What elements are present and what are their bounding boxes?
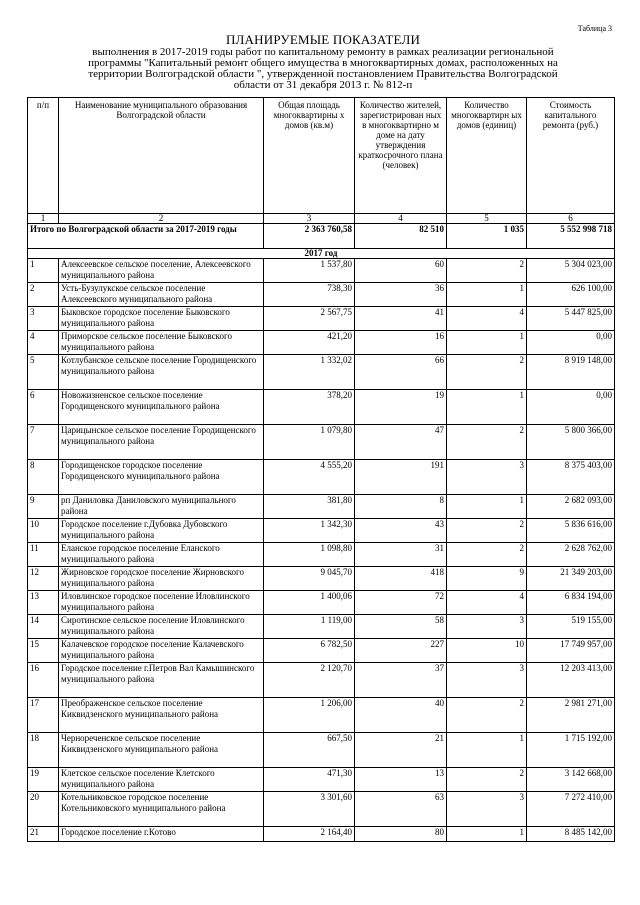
table-row: [28, 792, 615, 827]
houses-value: 1: [447, 331, 527, 355]
col-number: 3: [264, 214, 355, 224]
houses-value: 2: [447, 698, 527, 733]
area-value: 2 567,75: [264, 307, 355, 331]
houses-value: 2: [447, 425, 527, 460]
houses-value: 4: [447, 307, 527, 331]
cost-value: 8 485 142,00: [527, 827, 615, 842]
houses-value: 1: [447, 827, 527, 842]
cost-value: 2 628 762,00: [527, 543, 615, 567]
row-number: 16: [28, 663, 59, 698]
municipality-name: Чернореченское сельское поселение Киквидзенского муниципального района: [59, 733, 264, 768]
row-number: 7: [28, 425, 59, 460]
area-value: 667,50: [264, 733, 355, 768]
residents-value: 60: [355, 259, 447, 283]
document-title: ПЛАНИРУЕМЫЕ ПОКАЗАТЕЛИ: [225, 32, 421, 47]
total-residents: 82 510: [355, 224, 447, 249]
col-number: 2: [59, 214, 264, 224]
row-number: 10: [28, 519, 59, 543]
area-value: 3 301,60: [264, 792, 355, 827]
cost-value: 5 836 616,00: [527, 519, 615, 543]
area-value: 4 555,20: [264, 460, 355, 495]
municipality-name: Клетское сельское поселение Клетского муниципального района: [59, 768, 264, 792]
cost-value: 3 142 668,00: [527, 768, 615, 792]
municipality-name: Городское поселение г.Петров Вал Камышинского муниципального района: [59, 663, 264, 698]
header-name: Наименование муниципального образования Волгоградской области: [59, 98, 264, 214]
municipality-name: Городское поселение г.Котово: [59, 827, 264, 842]
municipality-name: Калачевское городское поселение Калачевского муниципального района: [59, 639, 264, 663]
cost-value: 21 349 203,00: [527, 567, 615, 591]
header-num: п/п: [28, 98, 59, 214]
cost-value: 7 272 410,00: [527, 792, 615, 827]
area-value: 1 079,80: [264, 425, 355, 460]
row-number: 20: [28, 792, 59, 827]
municipality-name: Еланское городское поселение Еланского муниципального района: [59, 543, 264, 567]
area-value: 1 119,00: [264, 615, 355, 639]
cost-value: 0,00: [527, 331, 615, 355]
total-label: Итого по Волгоградской области за 2017-2019 годы: [28, 224, 264, 249]
residents-value: 41: [355, 307, 447, 331]
area-value: 1 332,02: [264, 355, 355, 390]
area-value: 1 098,80: [264, 543, 355, 567]
table-row: [28, 460, 615, 495]
table-row: [28, 283, 615, 307]
col-number: 6: [527, 214, 615, 224]
residents-value: 80: [355, 827, 447, 842]
header-houses: Количество многоквартирн ых домов (единиц): [447, 98, 527, 214]
cost-value: 5 447 825,00: [527, 307, 615, 331]
houses-value: 2: [447, 519, 527, 543]
houses-value: 3: [447, 460, 527, 495]
row-number: 4: [28, 331, 59, 355]
residents-value: 31: [355, 543, 447, 567]
indicators-table: [27, 97, 615, 842]
houses-value: 2: [447, 259, 527, 283]
residents-value: 43: [355, 519, 447, 543]
row-number: 17: [28, 698, 59, 733]
residents-value: 72: [355, 591, 447, 615]
cost-value: 1 715 192,00: [527, 733, 615, 768]
row-number: 11: [28, 543, 59, 567]
cost-value: 12 203 413,00: [527, 663, 615, 698]
table-row: [28, 543, 615, 567]
cost-value: 2 682 093,00: [527, 495, 615, 519]
residents-value: 37: [355, 663, 447, 698]
table-row: [28, 355, 615, 390]
year-row: [28, 249, 615, 259]
table-row: [28, 331, 615, 355]
cost-value: 519 155,00: [527, 615, 615, 639]
table-row: [28, 425, 615, 460]
row-number: 19: [28, 768, 59, 792]
residents-value: 13: [355, 768, 447, 792]
year-label: 2017 год: [28, 249, 615, 259]
area-value: 1 206,00: [264, 698, 355, 733]
municipality-name: Царицынское сельское поселение Городищенского муниципального района: [59, 425, 264, 460]
houses-value: 4: [447, 591, 527, 615]
subtitle-line: программы "Капитальный ремонт общего имущества в многоквартирных домах, расположенных на: [88, 57, 558, 69]
row-number: 8: [28, 460, 59, 495]
row-number: 13: [28, 591, 59, 615]
residents-value: 40: [355, 698, 447, 733]
area-value: 9 045,70: [264, 567, 355, 591]
cost-value: 5 800 366,00: [527, 425, 615, 460]
area-value: 421,20: [264, 331, 355, 355]
row-number: 5: [28, 355, 59, 390]
residents-value: 191: [355, 460, 447, 495]
residents-value: 418: [355, 567, 447, 591]
table-label: Таблица 3: [577, 24, 612, 33]
municipality-name: Быковское городское поселение Быковского муниципального района: [59, 307, 264, 331]
total-row: [28, 224, 615, 249]
table-row: [28, 495, 615, 519]
residents-value: 66: [355, 355, 447, 390]
subtitle-line: территории Волгоградской области ", утвержденной постановлением Правительства Волгоградской: [88, 68, 558, 80]
row-number: 1: [28, 259, 59, 283]
area-value: 381,80: [264, 495, 355, 519]
houses-value: 2: [447, 355, 527, 390]
residents-value: 21: [355, 733, 447, 768]
municipality-name: Новожизненское сельское поселение Городищенского муниципального района: [59, 390, 264, 425]
municipality-name: Иловлинское городское поселение Иловлинского муниципального района: [59, 591, 264, 615]
area-value: 1 537,80: [264, 259, 355, 283]
cost-value: 5 304 023,00: [527, 259, 615, 283]
houses-value: 1: [447, 283, 527, 307]
cost-value: 626 100,00: [527, 283, 615, 307]
subtitle-line: области от 31 декабря 2013 г. № 812-п: [233, 79, 413, 91]
municipality-name: рп Даниловка Даниловского муниципального района: [59, 495, 264, 519]
subtitle-line: выполнения в 2017-2019 годы работ по капитальному ремонту в рамках реализации региональной: [92, 46, 554, 58]
row-number: 14: [28, 615, 59, 639]
total-houses: 1 035: [447, 224, 527, 249]
area-value: 738,30: [264, 283, 355, 307]
table-row: [28, 698, 615, 733]
table-row: [28, 591, 615, 615]
header-area: Общая площадь многоквартирны х домов (кв.м): [264, 98, 355, 214]
municipality-name: Сиротинское сельское поселение Иловлинского муниципального района: [59, 615, 264, 639]
column-number-row: [28, 214, 615, 224]
area-value: 1 400,06: [264, 591, 355, 615]
residents-value: 19: [355, 390, 447, 425]
row-number: 6: [28, 390, 59, 425]
houses-value: 2: [447, 543, 527, 567]
cost-value: 17 749 957,00: [527, 639, 615, 663]
houses-value: 3: [447, 615, 527, 639]
municipality-name: Преображенское сельское поселение Киквидзенского муниципального района: [59, 698, 264, 733]
cost-value: 6 834 194,00: [527, 591, 615, 615]
houses-value: 1: [447, 495, 527, 519]
header-residents: Количество жителей, зарегистрирован ных в многоквартирно м доме на дату утверждения краткосрочного плана (человек): [355, 98, 447, 214]
row-number: 2: [28, 283, 59, 307]
table-row: [28, 259, 615, 283]
houses-value: 3: [447, 792, 527, 827]
row-number: 21: [28, 827, 59, 842]
houses-value: 10: [447, 639, 527, 663]
row-number: 18: [28, 733, 59, 768]
houses-value: 2: [447, 768, 527, 792]
row-number: 3: [28, 307, 59, 331]
area-value: 1 342,30: [264, 519, 355, 543]
col-number: 1: [28, 214, 59, 224]
residents-value: 16: [355, 331, 447, 355]
municipality-name: Котлубанское сельское поселение Городищенского муниципального района: [59, 355, 264, 390]
document-heading: [28, 33, 618, 91]
area-value: 2 120,70: [264, 663, 355, 698]
table-row: [28, 827, 615, 842]
col-number: 4: [355, 214, 447, 224]
municipality-name: Городищенское городское поселение Городищенского муниципального района: [59, 460, 264, 495]
total-cost: 5 552 998 718: [527, 224, 615, 249]
table-row: [28, 390, 615, 425]
header-row: [28, 98, 615, 214]
area-value: 2 164,40: [264, 827, 355, 842]
table-row: [28, 567, 615, 591]
row-number: 15: [28, 639, 59, 663]
table-row: [28, 663, 615, 698]
cost-value: 2 981 271,00: [527, 698, 615, 733]
houses-value: 1: [447, 390, 527, 425]
row-number: 9: [28, 495, 59, 519]
municipality-name: Городское поселение г.Дубовка Дубовского муниципального района: [59, 519, 264, 543]
area-value: 378,20: [264, 390, 355, 425]
cost-value: 8 375 403,00: [527, 460, 615, 495]
area-value: 471,30: [264, 768, 355, 792]
table-row: [28, 615, 615, 639]
residents-value: 227: [355, 639, 447, 663]
residents-value: 58: [355, 615, 447, 639]
table-row: [28, 733, 615, 768]
row-number: 12: [28, 567, 59, 591]
area-value: 6 782,50: [264, 639, 355, 663]
cost-value: 8 919 148,00: [527, 355, 615, 390]
cost-value: 0,00: [527, 390, 615, 425]
residents-value: 8: [355, 495, 447, 519]
table-row: [28, 307, 615, 331]
municipality-name: Алексеевское сельское поселение, Алексеевского муниципального района: [59, 259, 264, 283]
houses-value: 9: [447, 567, 527, 591]
header-cost: Стоимость капитального ремонта (руб.): [527, 98, 615, 214]
table-row: [28, 639, 615, 663]
municipality-name: Жирновское городское поселение Жирновского муниципального района: [59, 567, 264, 591]
residents-value: 36: [355, 283, 447, 307]
municipality-name: Котельниковское городское поселение Котельниковского муниципального района: [59, 792, 264, 827]
municipality-name: Усть-Бузулукское сельское поселение Алексеевского муниципального района: [59, 283, 264, 307]
table-row: [28, 768, 615, 792]
col-number: 5: [447, 214, 527, 224]
municipality-name: Приморское сельское поселение Быковского муниципального района: [59, 331, 264, 355]
houses-value: 3: [447, 663, 527, 698]
residents-value: 47: [355, 425, 447, 460]
houses-value: 1: [447, 733, 527, 768]
residents-value: 63: [355, 792, 447, 827]
table-row: [28, 519, 615, 543]
total-area: 2 363 760,58: [264, 224, 355, 249]
